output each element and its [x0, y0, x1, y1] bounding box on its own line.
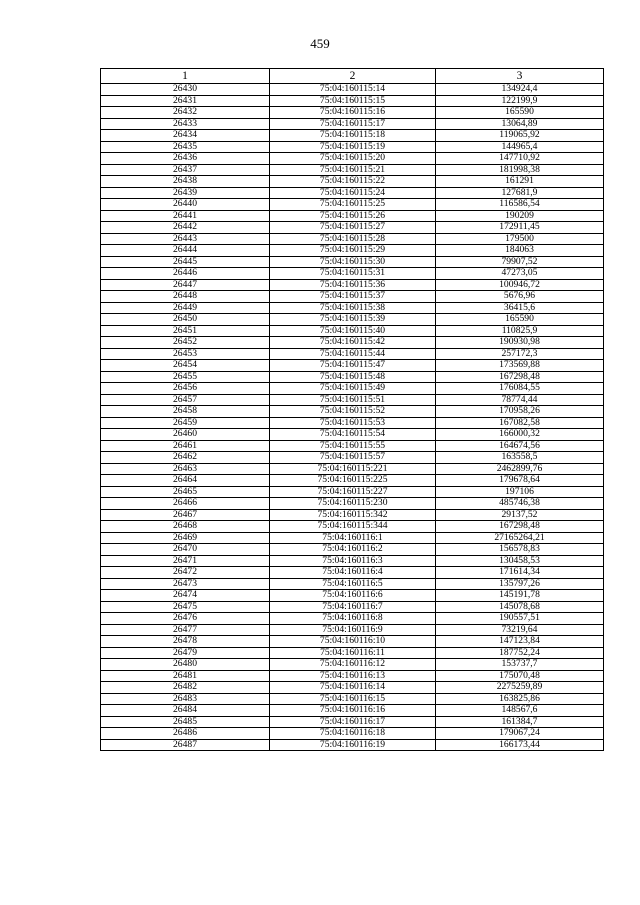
table-row [101, 498, 604, 510]
row-number-cell: 26433 [101, 118, 270, 130]
row-number-cell: 26443 [101, 233, 270, 245]
table-row [101, 84, 604, 96]
row-number-cell: 26486 [101, 728, 270, 740]
cadastral-number-cell: 75:04:160116:2 [270, 544, 436, 556]
cadastral-number-cell: 75:04:160115:57 [270, 452, 436, 464]
row-number-cell: 26440 [101, 199, 270, 211]
cadastral-number-cell: 75:04:160115:36 [270, 279, 436, 291]
row-number-cell: 26451 [101, 325, 270, 337]
cadastral-value-cell: 73219,64 [436, 624, 604, 636]
table-row [101, 406, 604, 418]
cadastral-number-cell: 75:04:160115:37 [270, 291, 436, 303]
row-number-cell: 26476 [101, 613, 270, 625]
cadastral-number-cell: 75:04:160116:1 [270, 532, 436, 544]
row-number-cell: 26437 [101, 164, 270, 176]
cadastral-value-cell: 161291 [436, 176, 604, 188]
column-header-value: 3 [436, 69, 604, 84]
cadastral-number-cell: 75:04:160115:344 [270, 521, 436, 533]
cadastral-value-cell: 2275259,89 [436, 682, 604, 694]
cadastral-value-cell: 187752,24 [436, 647, 604, 659]
table-row [101, 636, 604, 648]
cadastral-number-cell: 75:04:160115:227 [270, 486, 436, 498]
cadastral-value-cell: 164674,56 [436, 440, 604, 452]
row-number-cell: 26439 [101, 187, 270, 199]
row-number-cell: 26458 [101, 406, 270, 418]
row-number-cell: 26463 [101, 463, 270, 475]
row-number-cell: 26431 [101, 95, 270, 107]
cadastral-value-cell: 166000,32 [436, 429, 604, 441]
cadastral-value-cell: 163558,5 [436, 452, 604, 464]
table-row [101, 118, 604, 130]
cadastral-number-cell: 75:04:160115:27 [270, 222, 436, 234]
cadastral-number-cell: 75:04:160116:4 [270, 567, 436, 579]
cadastral-value-cell: 27165264,21 [436, 532, 604, 544]
cadastral-value-cell: 116586,54 [436, 199, 604, 211]
row-number-cell: 26465 [101, 486, 270, 498]
table-row [101, 360, 604, 372]
cadastral-number-cell: 75:04:160115:49 [270, 383, 436, 395]
cadastral-number-cell: 75:04:160116:5 [270, 578, 436, 590]
cadastral-value-cell: 165590 [436, 314, 604, 326]
row-number-cell: 26471 [101, 555, 270, 567]
table-row [101, 130, 604, 142]
table-row [101, 279, 604, 291]
row-number-cell: 26453 [101, 348, 270, 360]
cadastral-number-cell: 75:04:160116:18 [270, 728, 436, 740]
cadastral-value-cell: 165590 [436, 107, 604, 119]
table-row [101, 739, 604, 751]
cadastral-value-cell: 148567,6 [436, 705, 604, 717]
cadastral-number-cell: 75:04:160115:29 [270, 245, 436, 257]
table-row [101, 245, 604, 257]
cadastral-number-cell: 75:04:160115:19 [270, 141, 436, 153]
cadastral-value-cell: 144965,4 [436, 141, 604, 153]
cadastral-number-cell: 75:04:160115:39 [270, 314, 436, 326]
cadastral-value-cell: 145191,78 [436, 590, 604, 602]
row-number-cell: 26480 [101, 659, 270, 671]
cadastral-number-cell: 75:04:160116:7 [270, 601, 436, 613]
table-row [101, 256, 604, 268]
cadastral-number-cell: 75:04:160115:25 [270, 199, 436, 211]
cadastral-number-cell: 75:04:160115:14 [270, 84, 436, 96]
row-number-cell: 26461 [101, 440, 270, 452]
row-number-cell: 26467 [101, 509, 270, 521]
row-number-cell: 26481 [101, 670, 270, 682]
table-body [101, 84, 604, 751]
cadastral-number-cell: 75:04:160115:21 [270, 164, 436, 176]
cadastral-value-cell: 173569,88 [436, 360, 604, 372]
row-number-cell: 26438 [101, 176, 270, 188]
row-number-cell: 26482 [101, 682, 270, 694]
row-number-cell: 26457 [101, 394, 270, 406]
cadastral-number-cell: 75:04:160116:17 [270, 716, 436, 728]
table-row [101, 394, 604, 406]
cadastral-number-cell: 75:04:160116:15 [270, 693, 436, 705]
row-number-cell: 26473 [101, 578, 270, 590]
cadastral-value-cell: 485746,38 [436, 498, 604, 510]
table-row [101, 728, 604, 740]
row-number-cell: 26479 [101, 647, 270, 659]
row-number-cell: 26450 [101, 314, 270, 326]
table-row [101, 452, 604, 464]
row-number-cell: 26449 [101, 302, 270, 314]
row-number-cell: 26459 [101, 417, 270, 429]
table-row [101, 463, 604, 475]
table-row [101, 693, 604, 705]
row-number-cell: 26466 [101, 498, 270, 510]
row-number-cell: 26446 [101, 268, 270, 280]
row-number-cell: 26474 [101, 590, 270, 602]
cadastral-value-cell: 156578,83 [436, 544, 604, 556]
row-number-cell: 26435 [101, 141, 270, 153]
cadastral-number-cell: 75:04:160115:18 [270, 130, 436, 142]
column-header-cadastral-number: 2 [270, 69, 436, 84]
cadastral-value-cell: 78774,44 [436, 394, 604, 406]
cadastral-value-cell: 179500 [436, 233, 604, 245]
cadastral-number-cell: 75:04:160116:3 [270, 555, 436, 567]
table-row [101, 555, 604, 567]
table-row [101, 659, 604, 671]
table-row [101, 222, 604, 234]
cadastral-value-cell: 47273,05 [436, 268, 604, 280]
table-row [101, 371, 604, 383]
row-number-cell: 26485 [101, 716, 270, 728]
cadastral-number-cell: 75:04:160115:40 [270, 325, 436, 337]
cadastral-value-cell: 167298,48 [436, 521, 604, 533]
cadastral-number-cell: 75:04:160116:14 [270, 682, 436, 694]
table-row [101, 95, 604, 107]
table-row [101, 521, 604, 533]
table-row [101, 268, 604, 280]
cadastral-value-cell: 36415,6 [436, 302, 604, 314]
cadastral-number-cell: 75:04:160116:6 [270, 590, 436, 602]
table-row [101, 486, 604, 498]
table-row [101, 176, 604, 188]
table-row [101, 302, 604, 314]
cadastral-number-cell: 75:04:160115:54 [270, 429, 436, 441]
cadastral-number-cell: 75:04:160116:9 [270, 624, 436, 636]
cadastral-value-cell: 147710,92 [436, 153, 604, 165]
cadastral-value-cell: 190209 [436, 210, 604, 222]
table-row [101, 624, 604, 636]
cadastral-value-cell: 163825,86 [436, 693, 604, 705]
cadastral-value-cell: 127681,9 [436, 187, 604, 199]
table-row [101, 682, 604, 694]
table-row [101, 475, 604, 487]
row-number-cell: 26432 [101, 107, 270, 119]
cadastral-value-cell: 153737,7 [436, 659, 604, 671]
table-row [101, 601, 604, 613]
table-row [101, 164, 604, 176]
cadastral-number-cell: 75:04:160115:31 [270, 268, 436, 280]
row-number-cell: 26445 [101, 256, 270, 268]
cadastral-number-cell: 75:04:160115:221 [270, 463, 436, 475]
cadastral-value-cell: 257172,3 [436, 348, 604, 360]
cadastral-number-cell: 75:04:160115:28 [270, 233, 436, 245]
cadastral-value-cell: 190557,51 [436, 613, 604, 625]
cadastral-number-cell: 75:04:160115:342 [270, 509, 436, 521]
column-header-number: 1 [101, 69, 270, 84]
table-row [101, 383, 604, 395]
table-row [101, 337, 604, 349]
row-number-cell: 26470 [101, 544, 270, 556]
cadastral-value-cell: 184063 [436, 245, 604, 257]
cadastral-value-cell: 179067,24 [436, 728, 604, 740]
cadastral-number-cell: 75:04:160115:15 [270, 95, 436, 107]
cadastral-value-table [100, 68, 604, 751]
row-number-cell: 26448 [101, 291, 270, 303]
table-row [101, 348, 604, 360]
row-number-cell: 26430 [101, 84, 270, 96]
cadastral-value-cell: 167082,58 [436, 417, 604, 429]
table-row [101, 233, 604, 245]
table-row [101, 705, 604, 717]
row-number-cell: 26472 [101, 567, 270, 579]
table-row [101, 210, 604, 222]
row-number-cell: 26462 [101, 452, 270, 464]
cadastral-value-cell: 29137,52 [436, 509, 604, 521]
table-row [101, 199, 604, 211]
cadastral-value-cell: 130458,53 [436, 555, 604, 567]
row-number-cell: 26483 [101, 693, 270, 705]
cadastral-number-cell: 75:04:160116:8 [270, 613, 436, 625]
table-row [101, 314, 604, 326]
row-number-cell: 26469 [101, 532, 270, 544]
cadastral-number-cell: 75:04:160115:48 [270, 371, 436, 383]
cadastral-value-cell: 134924,4 [436, 84, 604, 96]
cadastral-value-cell: 161384,7 [436, 716, 604, 728]
cadastral-value-cell: 135797,26 [436, 578, 604, 590]
table-row [101, 291, 604, 303]
table-row [101, 509, 604, 521]
cadastral-number-cell: 75:04:160115:44 [270, 348, 436, 360]
cadastral-value-cell: 2462899,76 [436, 463, 604, 475]
cadastral-value-cell: 171614,34 [436, 567, 604, 579]
table-header-row [101, 69, 604, 84]
cadastral-value-cell: 190930,98 [436, 337, 604, 349]
cadastral-number-cell: 75:04:160116:11 [270, 647, 436, 659]
cadastral-value-cell: 100946,72 [436, 279, 604, 291]
row-number-cell: 26452 [101, 337, 270, 349]
row-number-cell: 26454 [101, 360, 270, 372]
table-row [101, 613, 604, 625]
cadastral-value-cell: 179678,64 [436, 475, 604, 487]
row-number-cell: 26456 [101, 383, 270, 395]
table-row [101, 440, 604, 452]
cadastral-number-cell: 75:04:160115:51 [270, 394, 436, 406]
cadastral-value-cell: 110825,9 [436, 325, 604, 337]
cadastral-number-cell: 75:04:160115:42 [270, 337, 436, 349]
row-number-cell: 26484 [101, 705, 270, 717]
cadastral-number-cell: 75:04:160116:16 [270, 705, 436, 717]
cadastral-number-cell: 75:04:160115:20 [270, 153, 436, 165]
cadastral-value-cell: 147123,84 [436, 636, 604, 648]
row-number-cell: 26436 [101, 153, 270, 165]
cadastral-number-cell: 75:04:160115:16 [270, 107, 436, 119]
cadastral-number-cell: 75:04:160115:55 [270, 440, 436, 452]
row-number-cell: 26447 [101, 279, 270, 291]
cadastral-value-cell: 170958,26 [436, 406, 604, 418]
cadastral-number-cell: 75:04:160116:19 [270, 739, 436, 751]
table-row [101, 153, 604, 165]
cadastral-number-cell: 75:04:160115:17 [270, 118, 436, 130]
row-number-cell: 26468 [101, 521, 270, 533]
row-number-cell: 26442 [101, 222, 270, 234]
cadastral-number-cell: 75:04:160115:53 [270, 417, 436, 429]
table-row [101, 325, 604, 337]
table-row [101, 647, 604, 659]
cadastral-number-cell: 75:04:160115:47 [270, 360, 436, 372]
cadastral-value-cell: 175070,48 [436, 670, 604, 682]
table-row [101, 544, 604, 556]
row-number-cell: 26444 [101, 245, 270, 257]
row-number-cell: 26455 [101, 371, 270, 383]
table-row [101, 716, 604, 728]
cadastral-value-cell: 13064,89 [436, 118, 604, 130]
table-row [101, 187, 604, 199]
cadastral-value-cell: 79907,52 [436, 256, 604, 268]
row-number-cell: 26464 [101, 475, 270, 487]
cadastral-number-cell: 75:04:160115:30 [270, 256, 436, 268]
cadastral-value-cell: 176084,55 [436, 383, 604, 395]
cadastral-value-cell: 181998,38 [436, 164, 604, 176]
cadastral-number-cell: 75:04:160116:10 [270, 636, 436, 648]
cadastral-number-cell: 75:04:160115:52 [270, 406, 436, 418]
table-row [101, 578, 604, 590]
table-row [101, 107, 604, 119]
cadastral-value-cell: 166173,44 [436, 739, 604, 751]
row-number-cell: 26434 [101, 130, 270, 142]
table-row [101, 567, 604, 579]
cadastral-value-cell: 167298,48 [436, 371, 604, 383]
cadastral-number-cell: 75:04:160115:26 [270, 210, 436, 222]
row-number-cell: 26478 [101, 636, 270, 648]
cadastral-value-cell: 119065,92 [436, 130, 604, 142]
cadastral-value-cell: 5676,96 [436, 291, 604, 303]
cadastral-number-cell: 75:04:160115:230 [270, 498, 436, 510]
cadastral-number-cell: 75:04:160115:38 [270, 302, 436, 314]
cadastral-value-cell: 197106 [436, 486, 604, 498]
row-number-cell: 26475 [101, 601, 270, 613]
row-number-cell: 26477 [101, 624, 270, 636]
cadastral-value-cell: 122199,9 [436, 95, 604, 107]
row-number-cell: 26460 [101, 429, 270, 441]
row-number-cell: 26487 [101, 739, 270, 751]
cadastral-number-cell: 75:04:160116:13 [270, 670, 436, 682]
cadastral-number-cell: 75:04:160115:24 [270, 187, 436, 199]
table-row [101, 417, 604, 429]
cadastral-value-cell: 172911,45 [436, 222, 604, 234]
cadastral-number-cell: 75:04:160116:12 [270, 659, 436, 671]
table-row [101, 141, 604, 153]
table-row [101, 590, 604, 602]
page-number: 459 [310, 36, 330, 51]
cadastral-number-cell: 75:04:160115:225 [270, 475, 436, 487]
table-row [101, 429, 604, 441]
row-number-cell: 26441 [101, 210, 270, 222]
table-row [101, 532, 604, 544]
cadastral-number-cell: 75:04:160115:22 [270, 176, 436, 188]
table-row [101, 670, 604, 682]
cadastral-value-cell: 145078,68 [436, 601, 604, 613]
